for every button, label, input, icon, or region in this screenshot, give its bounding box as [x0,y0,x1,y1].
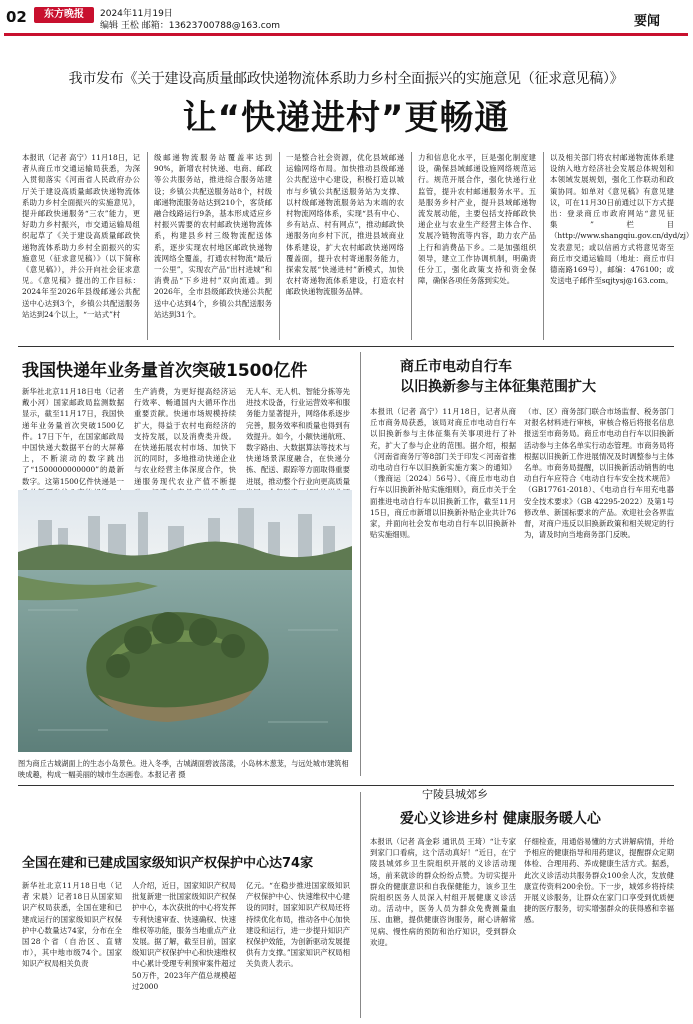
column-divider [543,152,544,340]
lead-column-1: 本报讯（记者 高宁）11月18日，记者从商丘市交通运输局获悉，为深入贯彻落实《河南省人民政府办公厅关于建设高质量邮政快递物流体系助力乡村全面振兴的实施意见》，提升邮政快递服务“三农”能力，更好助力乡村振兴，市交通运输局组织起草了《关于建设高质量邮政快递物流体系助力乡村全面振兴的实施意见（征求意见稿）》（以下简称《意见稿》），并公开向社会征求意见。《意见稿》提出的工作目标：2024年至2026年县级邮递公共配送中心达到3个，乡镇公共配送服务站达到24个以上，“一站式”村 [22,153,140,319]
section-rule [18,785,674,786]
vertical-divider [360,792,361,1018]
ningling-column-2: 仔细检查，用通俗易懂的方式讲解病情，并给予相应的健康指导和用药建议，提醒群众定期体检、合理用药、养成健康生活方式。据悉，此次义诊活动共服务群众100余人次，发放健康宣传资料200余份。下一步，城郊乡将持续开展义诊服务，让群众在家门口享受到优质便捷的医疗服务，切实增强群众的获得感和幸福感。 [524,837,674,925]
bicycle-headline-line1: 商丘市电动自行车 [400,359,512,375]
express-column-3: 无人车、无人机、智能分拣等先进技术设备，行业运营效率和服务能力显著提升，网络体系逐步完善，服务效率和质量也得到有效提升。如今，小额快递航班、数字路由、大数据算法等技术与快递场景深度融合，在快递分拣、配送、跟踪等方面取得重要进展，推动整个行业向更高质量 [246,387,350,486]
ningling-kicker: 宁陵县城郊乡 [422,788,488,801]
ip-column-2: 人介绍，近日，国家知识产权局批复新建一批国家级知识产权保护中心，本次获批的中心将发挥专利快速审查、快速确权、快速维权等功能，服务当地重点产业发展。据了解，截至目前，国家级知识产权保护中心和快速维权中心累计受理专利预审案件超过50万件，2023年产值总规模超过2000 [132,881,236,991]
masthead-rule [4,33,688,36]
lake-island-photo [18,490,352,752]
ip-headline: 全国在建和已建成国家级知识产权保护中心达74家 [22,856,314,871]
lead-column-5: 以及相关部门将农村邮递物流体系建设纳入地方经济社会发展总体规划和本领域发展规划，强化工作联动和政策协同。如单对《意见稿》有意见建议，可在11月30日前通过以下方式提出：登录商丘市政府网站“意见征集”栏目（http://www.shangqiu.gov.cn/dyd/zj）发表意见；或以信函方式将意见寄至商丘市交通运输局（地址：商丘市归德南路169号），邮编：476100；或发送电子邮件至sqjtysj@163.com。 [550,153,693,286]
lead-column-2: 级邮递物流服务站覆盖率达到90%，新增农村快递、电商、邮政等公共服务站，推进综合服务站建设；乡镇公共配送服务站8个，村级邮递物流服务站达到210个，客货邮融合线路运行9条，基本形成适应乡村振兴需要的农村邮政快递物流体系，构建县乡村三级物流配送体系，逐步实现农村地区邮政快递物流网络全覆盖，打通农村物流“最后一公里”，实现农产品“出村进城”和消费品“下乡进村”双向流通。到2026年，全市县级邮政快递公共配送中心达到4个，乡镇公共配送服务站达到31个。 [154,153,272,319]
masthead [0,0,692,32]
ningling-headline: 爱心义诊进乡村 健康服务暖人心 [400,811,601,827]
bicycle-column-1: 本报讯（记者 高宁）11月18日，记者从商丘市商务局获悉，该局对商丘市电动自行车以旧换新参与主体征集有关事项进行了补充，扩大了参与企业的范围。据介绍，根据《河南省商务厅等8部门关于印发＜河南省推动电动自行车以旧换新实施方案＞的通知》（豫商运〔2024〕56号）、《商丘市电动自行车以旧换新补贴实施细则》，商丘市关于全面推进电动自行车以旧换新工作，截至11月15日，商丘市新增以旧换新补贴企业共计76家，并面向社会发布电动自行车以旧换新补贴实施细则。 [370,407,516,540]
express-column-2: 生产消费，为更好提高经济运行效率、畅通国内大循环作出重要贡献。快递市场规模持续扩大，得益于农村电商经济的支持发展，以及消费类升级。在快递拓展农村市场、加快下沉的同时，多地推动快递企业与农业经营主体深度合作，快递服务现代农业产值不断提 [134,387,236,486]
lead-kicker: 我市发布《关于建设高质量邮政快递物流体系助力乡村全面振兴的实施意见（征求意见稿）》 [68,71,624,87]
express-column-1: 新华社北京11月18日电（记者 戴小河）国家邮政局监测数据显示，截至11月17日，我国快递年业务量首次突破1500亿件。17日下午，在国家邮政局中国快递大数据平台的大屏幕上，不断滚动的数字跳出了“1500000000000”的最新数字。这第1500亿件快递是一 [22,387,124,486]
express-headline: 我国快递年业务量首次突破1500亿件 [22,361,308,381]
issue-date: 2024年11月19日 [100,9,173,19]
newspaper-logo: 东方晚报 [34,7,94,23]
lead-headline: 让“快递进村”更畅通 [182,98,510,138]
lead-column-3: 一是整合社会资源，优化县域邮递运输网络布局。加快推动县级邮递公共配送中心建设，积极打造以城市与乡镇公共配送服务站为支撑、以村级邮递物流服务站为末端的农村物流网络体系，实现“县有中心、乡有站点、村有网点”，推动邮政快递服务向乡村下沉，推进县域商业体系建设，扩大农村邮政快递网络覆盖面，提升农村寄递服务能力，探索发展“快递进村”新模式，加快农村寄递物流体系建设，打造农村邮政快递物流服务品牌。 [286,153,404,297]
lead-column-4: 力和信息化水平，巨是强化制度建设，确保县域邮递设施网络规范运行。规范开展合作，强化快递行业监管，提升农村邮递服务水平。五是服务乡村产业，提升县域邮递物流发展动能，主要包括支持邮政快递企业与农业生产经营主体合作、发展冷链物流等内容，助力农产品上行和消费品下乡。二是加强组织领导，建立工作协调机制，明确责任分工，强化政策支持和资金保障，确保各项任务落到实处。 [418,153,536,286]
ip-column-1: 新华社北京11月18日电（记者 宋晨）记者18日从国家知识产权局获悉，全国在建和已建成运行的国家级知识产权保护中心数量达74家，分布在全国28个省（自治区、直辖市），其中地市级74个。国家知识产权局相关负责 [22,881,122,969]
column-divider [279,152,280,340]
section-rule [18,346,674,347]
ningling-column-1: 本报讯（记者 高金彩 通讯员 王琦）“让专家到家门口看病，这个活动真好！”近日，在宁陵县城郊乡卫生院组织开展的义诊活动现场，前来就诊的群众纷纷点赞。为切实提升群众的健康意识和自我保健能力，该乡卫生院组织医务人员深入村组开展健康义诊活动。活动中，医务人员为群众免费测量血压、血糖，提供健康咨询服务，耐心讲解常见病、慢性病的预防和治疗知识，受到群众欢迎。 [370,837,516,947]
bicycle-headline-line2: 以旧换新参与主体征集范围扩大 [400,379,596,395]
news-photo [18,490,352,752]
page-number: 02 [6,8,27,26]
column-divider [411,152,412,340]
section-title: 要闻 [634,14,661,29]
column-divider [147,152,148,340]
editor-info: 编辑 王松 邮箱：13623700788@163.com [100,21,280,31]
ip-column-3: 亿元。“在稳步推进国家级知识产权保护中心、快速维权中心建设的同时，国家知识产权局还将持续优化布局，推动各中心加快建设和运行，进一步提升知识产权保护效能，为创新驱动发展提供有力支撑。”国家知识产权局相关负责人表示。 [246,881,350,969]
vertical-divider [360,352,361,776]
photo-caption: 图为商丘古城湖面上的生态小岛景色。进入冬季，古城湖面碧波荡漾，小岛林木葱茏，与远处城市建筑相映成趣，构成一幅美丽的城市生态画卷。本报记者 摄 [18,759,349,779]
bicycle-column-2: （市、区）商务部门联合市场监督、税务部门对报名材料进行审核，审核合格后将报名信息报送至市商务局。商丘市电动自行车以旧换新活动参与主体名单实行动态管理。市商务局将根据以旧换新工作进展情况及时调整参与主体名单。市商务局提醒，以旧换新活动销售的电动自行车应符合《电动自行车安全技术规范》（GB17761-2018）、《电动自行车用充电器安全技术要求》（GB 42295-2022）及第1号修改单、新国标要求的产品。欢迎社会各界监督，对商户违反以旧换新政策和相关规定的行为，请及时向当地商务部门反映。 [524,407,674,540]
